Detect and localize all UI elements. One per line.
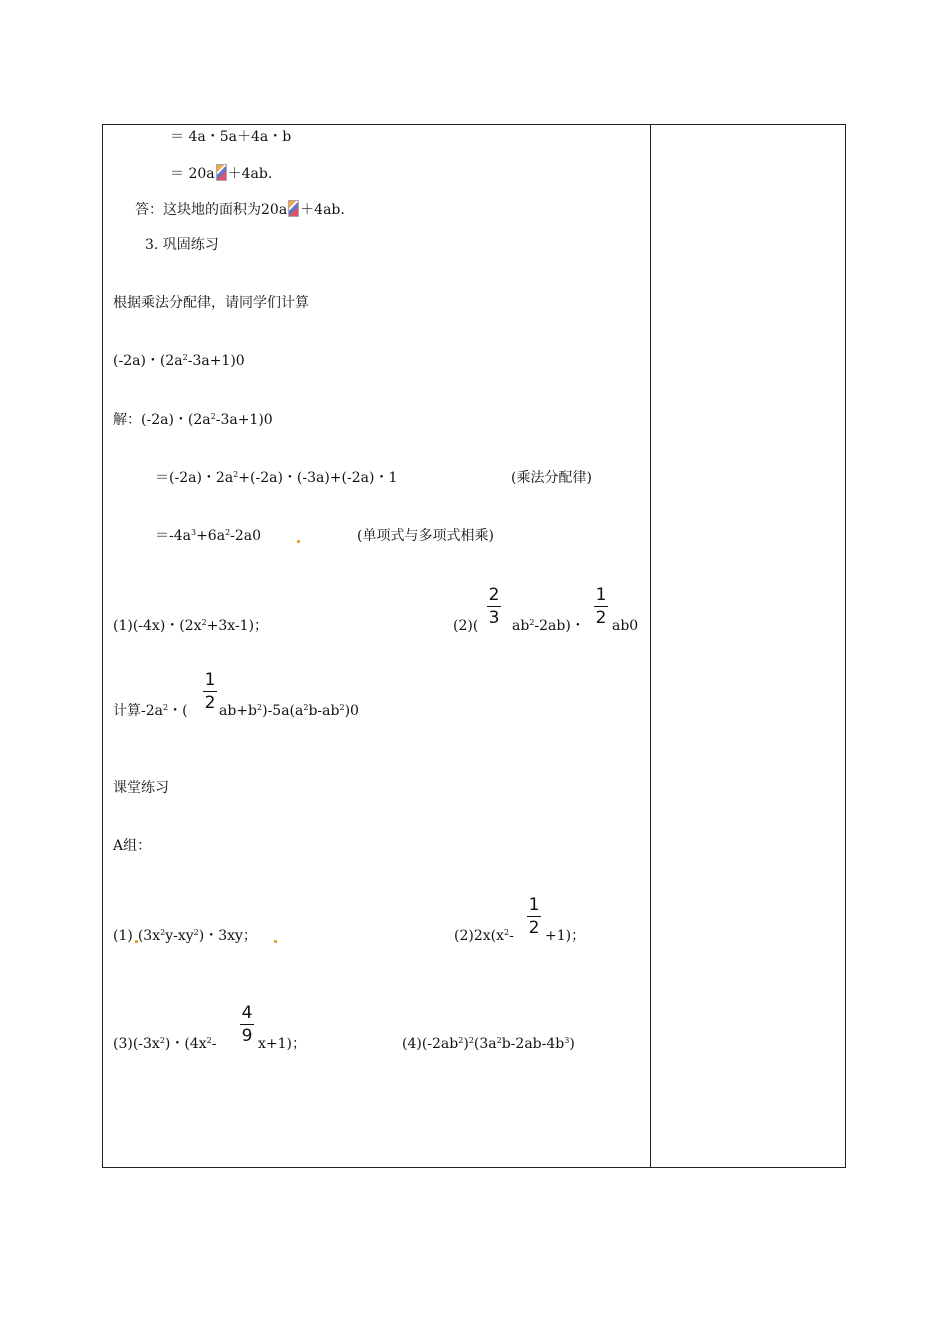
classwork-2-tail: +1)； <box>545 928 586 944</box>
broken-image-icon <box>288 200 299 217</box>
step1-note: (乘法分配律) <box>511 470 592 486</box>
step2-note: (单项式与多项式相乘) <box>357 528 494 544</box>
column-divider <box>650 124 651 1168</box>
solution-step2: $=-4a^3+6a^2-2a0$ <box>155 528 262 544</box>
classwork-title: 课堂练习 <box>113 780 169 796</box>
practice-problem: (-2a)・$(2a^2-3a+1)0$ <box>113 353 245 369</box>
broken-image-icon <box>216 164 227 181</box>
exercise-2-tail: ab0 <box>612 618 639 634</box>
solution-step1: ＝(-2a)・$2a^2+(-2a)$・(-3a)+(-2a)・1 <box>155 470 398 486</box>
exercise-2: (2)( <box>453 618 479 634</box>
marker-dot <box>274 940 277 943</box>
fraction: 4 9 <box>241 1003 253 1046</box>
fraction: 1 2 <box>528 895 540 938</box>
example-step2: ＝ 20a ＋4ab. <box>170 166 273 182</box>
classwork-3-tail: x+1)； <box>258 1036 306 1052</box>
example-step1: ＝ 4a・5a＋4a・b <box>170 129 292 145</box>
table-frame <box>102 124 846 1168</box>
example-answer: 答：这块地的面积为20a ＋4ab. <box>135 202 345 218</box>
marker-dot <box>297 540 300 543</box>
fraction: 1 2 <box>204 670 216 713</box>
exercise-3-body: $ab+b^2)-5a(a^2b-ab^2)0$ <box>219 703 359 719</box>
marker-dot <box>135 940 138 943</box>
solution-line: 解：(-2a)・$(2a^2-3a+1)0$ <box>113 412 273 428</box>
exercise-3: 计算$-2a^2$・( <box>113 703 188 719</box>
section-heading: 3. 巩固练习 <box>145 237 219 253</box>
exercise-2-body: $ab^2-2ab$)・ <box>512 618 585 634</box>
practice-intro: 根据乘法分配律，请同学们计算 <box>113 295 309 311</box>
classwork-1: (1) $(3x^2y-xy^2)$・3xy； <box>113 928 257 944</box>
fraction: 1 2 <box>595 585 607 628</box>
exercise-1: (1)(-4x)・$(2x^2+3x-1)$； <box>113 618 269 634</box>
classwork-3: $(3)(-3x^2)$・($4x^2-$ <box>113 1036 217 1052</box>
fraction: 2 3 <box>488 585 500 628</box>
classwork-2: $(2)2x(x^2-$ <box>454 928 514 944</box>
classwork-4: $(4)(-2ab^2)^2(3a^2b-2ab-4b^3)$ <box>402 1036 575 1052</box>
group-label: A组： <box>113 838 152 854</box>
